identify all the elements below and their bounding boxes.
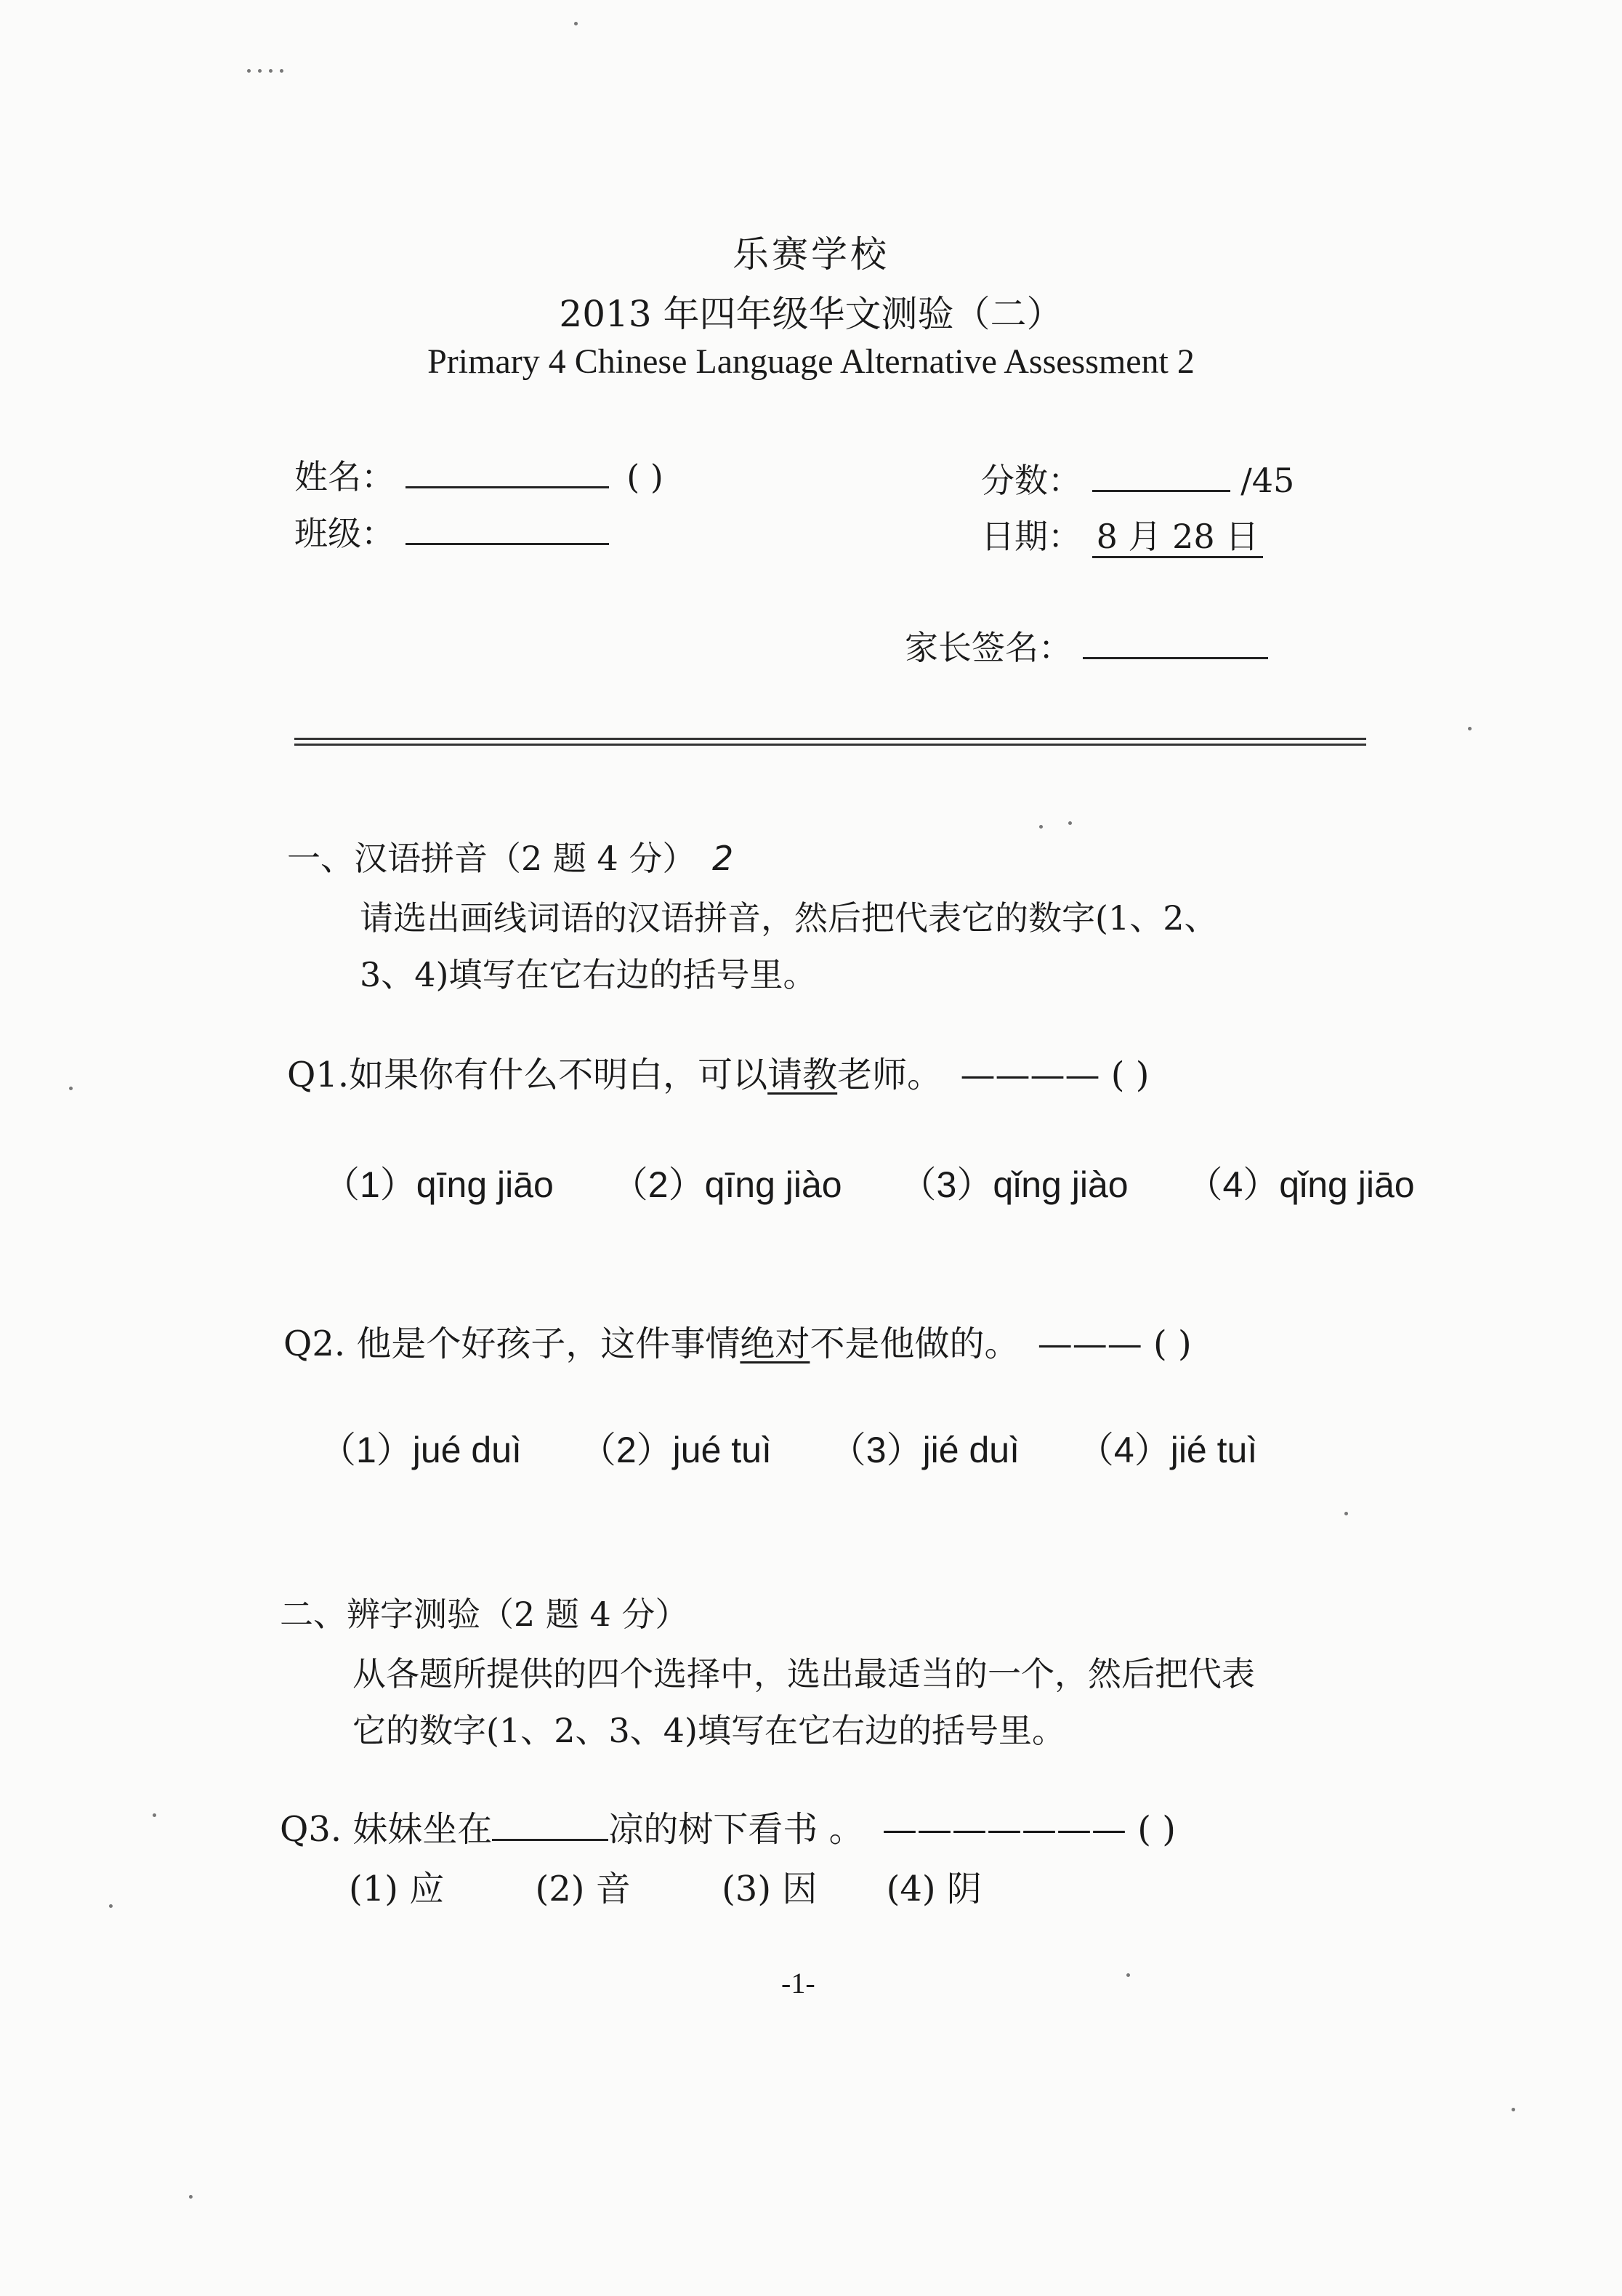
scan-speck: [1344, 1512, 1348, 1515]
question-q1: Q1.如果你有什么不明白，可以请教老师。 ———— ( ): [287, 1055, 1150, 1095]
q2-answer-bracket[interactable]: ——— ( ): [1037, 1324, 1192, 1364]
q2-underlined-word: 绝对: [740, 1324, 810, 1364]
name-blank[interactable]: [405, 457, 609, 488]
scan-speck: [153, 1813, 156, 1817]
score-field[interactable]: [981, 454, 1294, 502]
name-field[interactable]: [294, 451, 663, 499]
scan-speck: [247, 69, 251, 73]
question-q2: Q2. 他是个好孩子，这件事情绝对不是他做的。 ——— ( ): [283, 1324, 1192, 1364]
q2-option-4: （4）jié tuì: [1077, 1430, 1258, 1470]
q2-option-3: （3）jié duì: [829, 1430, 1020, 1470]
scan-speck: [1126, 1973, 1130, 1977]
test-title-english: Primary 4 Chinese Language Alternative Assessment 2: [427, 342, 1195, 381]
class-blank[interactable]: [405, 514, 609, 545]
q1-answer-bracket[interactable]: ———— ( ): [960, 1055, 1150, 1095]
q2-option-2: （2）jué tuì: [579, 1430, 772, 1470]
q1-option-1: （1）qīng jiāo: [323, 1164, 554, 1205]
q1-options: [323, 1156, 1463, 1208]
parent-signature-label: 家长签名：: [905, 628, 1072, 667]
q1-underlined-word: 请教: [767, 1055, 838, 1095]
section1-instruction-line1: 请选出画线词语的汉语拼音，然后把代表它的数字(1、2、: [360, 898, 1218, 938]
name-label: 姓名：: [294, 457, 395, 496]
section1-heading: 一、汉语拼音（2 题 4 分） 2: [287, 839, 734, 878]
scan-speck: [1512, 2108, 1515, 2111]
scan-speck: [1068, 821, 1072, 825]
scan-speck: [189, 2195, 193, 2199]
class-field[interactable]: [294, 507, 609, 555]
q1-option-2: （2）qīng jiào: [611, 1164, 842, 1205]
question-q3: Q3. 妹妹坐在 凉的树下看书 。 ——————— ( ): [280, 1809, 1176, 1850]
school-name: 乐赛学校: [733, 233, 889, 275]
date-label: 日期：: [981, 517, 1081, 556]
q1-option-3: （3）qǐng jiào: [900, 1164, 1129, 1205]
section1-instruction-line2: 3、4)填写在它右边的括号里。: [360, 955, 817, 994]
q2-option-1: （1）jué duì: [320, 1430, 522, 1470]
score-label: 分数：: [981, 461, 1081, 500]
q3-answer-bracket[interactable]: ——————— ( ): [881, 1809, 1176, 1850]
test-title: 2013 年四年级华文测验（二）: [559, 293, 1063, 335]
q3-fill-blank[interactable]: [492, 1811, 608, 1841]
score-blank[interactable]: [1092, 461, 1230, 492]
q1-option-4: （4）qǐng jiāo: [1186, 1164, 1415, 1205]
date-field: [981, 510, 1263, 558]
scan-speck: [574, 22, 578, 25]
index-paren: ( ): [626, 457, 663, 496]
scan-speck: [1468, 727, 1472, 730]
q3-option-3: (3) 因: [722, 1869, 818, 1909]
scan-speck: [1039, 825, 1043, 829]
score-total: /45: [1240, 461, 1295, 500]
date-value: 8 月 28 日: [1092, 517, 1264, 558]
parent-signature-blank[interactable]: [1083, 628, 1268, 659]
q3-option-2: (2) 音: [535, 1869, 631, 1909]
section2-instruction-line2: 它的数字(1、2、3、4)填写在它右边的括号里。: [352, 1711, 1065, 1750]
scan-speck: [269, 69, 273, 73]
scan-speck: [109, 1904, 113, 1908]
q3-option-1: (1) 应: [349, 1869, 445, 1909]
q3-option-4: (4) 阴: [886, 1869, 982, 1909]
q3-options: [349, 1861, 982, 1911]
section2-heading: 二、辨字测验（2 题 4 分）: [280, 1595, 689, 1634]
q2-options: [320, 1421, 1305, 1473]
class-label: 班级：: [294, 514, 395, 553]
separator-line: [294, 738, 1366, 752]
handwritten-score: 2: [712, 839, 734, 878]
parent-signature-field[interactable]: [905, 621, 1268, 669]
scan-speck: [280, 69, 283, 73]
scan-speck: [69, 1087, 73, 1090]
page-number: -1-: [781, 1967, 815, 1999]
scan-speck: [258, 69, 262, 73]
section2-instruction-line1: 从各题所提供的四个选择中，选出最适当的一个，然后把代表: [352, 1654, 1255, 1693]
